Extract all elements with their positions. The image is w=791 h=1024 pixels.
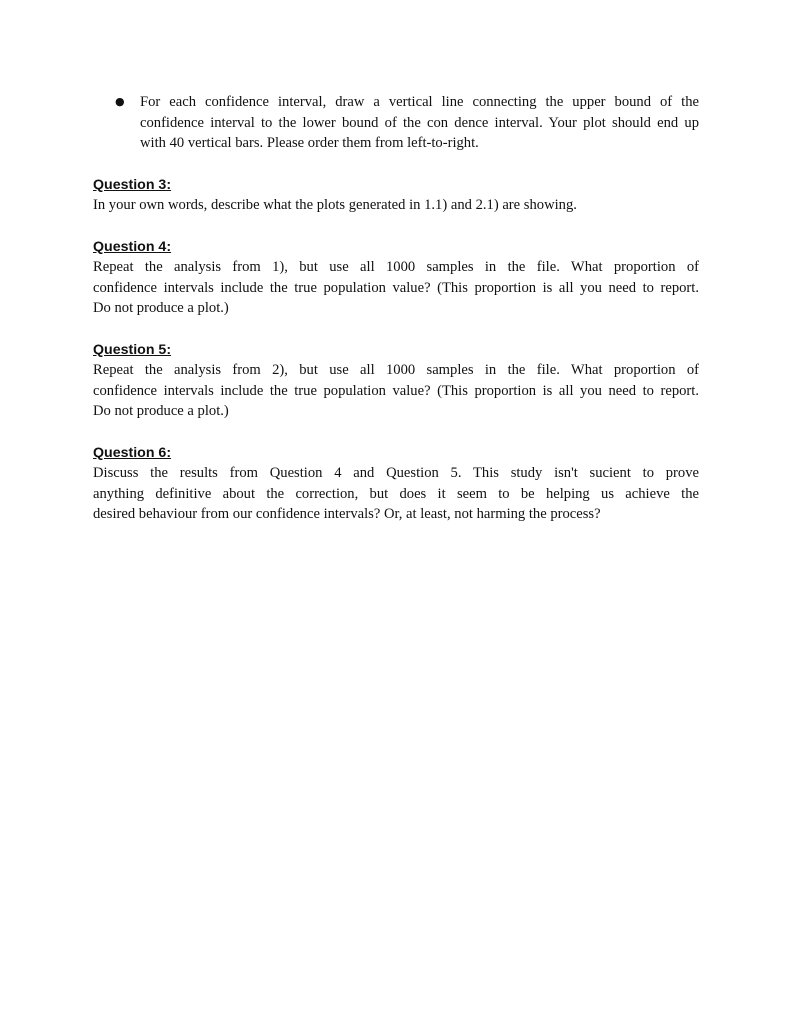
question-6-body [93, 463, 699, 525]
body-line: Repeat the analysis from 1), but use all 1000 samples in the file. What proportion of [93, 259, 699, 275]
bullet-line: confidence interval to the lower bound of the con dence interval. Your plot should end up [140, 114, 699, 131]
bullet-line: For each confidence interval, draw a vertical line connecting the upper bound of the [140, 94, 699, 110]
question-3-section [93, 175, 699, 216]
document-page [93, 92, 699, 525]
body-line: anything definitive about the correction, but does it seem to be helping us achieve the [93, 485, 699, 502]
body-line: confidence intervals include the true population value? (This proportion is all you need to report. [93, 382, 699, 399]
body-line: In your own words, describe what the plots generated in 1.1) and 2.1) are showing. [93, 197, 577, 213]
body-line: Do not produce a plot.) [93, 300, 229, 316]
question-4-section [93, 237, 699, 319]
question-4-body [93, 257, 699, 319]
bullet-icon: ● [115, 95, 125, 108]
question-6-section [93, 443, 699, 525]
question-4-heading: Question 4: [93, 238, 172, 255]
body-line: Discuss the results from Question 4 and Question 5. This study isn't sucient to prove [93, 465, 699, 481]
bullet-line: with 40 vertical bars. Please order them from left-to-right. [140, 135, 479, 151]
question-5-section [93, 340, 699, 422]
question-5-body [93, 360, 699, 422]
body-line: confidence intervals include the true population value? (This proportion is all you need to report. [93, 279, 699, 296]
bullet-item [93, 92, 699, 154]
question-5-heading: Question 5: [93, 341, 172, 358]
body-line: desired behaviour from our confidence intervals? Or, at least, not harming the process? [93, 506, 601, 522]
question-3-heading: Question 3: [93, 176, 172, 193]
body-line: Repeat the analysis from 2), but use all 1000 samples in the file. What proportion of [93, 362, 699, 378]
question-6-heading: Question 6: [93, 444, 172, 461]
question-3-body [93, 195, 699, 216]
body-line: Do not produce a plot.) [93, 403, 229, 419]
